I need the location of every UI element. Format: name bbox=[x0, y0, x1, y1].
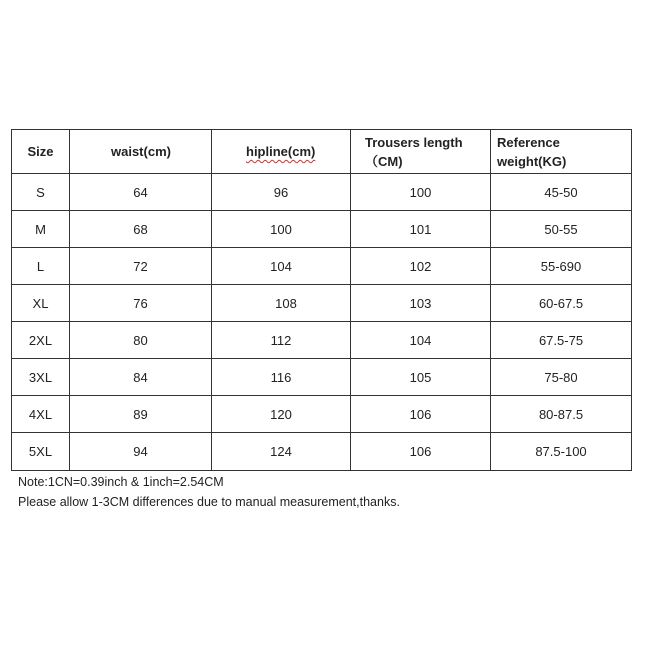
measurement-disclaimer: Please allow 1-3CM differences due to manual measurement,thanks. bbox=[18, 495, 400, 509]
table-row bbox=[12, 433, 632, 471]
header-length-line1: Trousers length bbox=[365, 135, 463, 150]
size-chart-table bbox=[11, 129, 632, 471]
cell-weight: 60-67.5 bbox=[491, 285, 632, 322]
cell-waist: 64 bbox=[70, 174, 212, 211]
cell-weight: 55-690 bbox=[491, 248, 632, 285]
cell-waist: 72 bbox=[70, 248, 212, 285]
cell-size: 3XL bbox=[12, 359, 70, 396]
cell-waist: 80 bbox=[70, 322, 212, 359]
cell-size: 5XL bbox=[12, 433, 70, 471]
header-hipline-label: hipline(cm) bbox=[246, 144, 316, 159]
cell-size: 2XL bbox=[12, 322, 70, 359]
header-reference-weight bbox=[491, 130, 632, 174]
cell-weight: 75-80 bbox=[491, 359, 632, 396]
cell-waist: 89 bbox=[70, 396, 212, 433]
header-weight-line1: Reference bbox=[497, 135, 560, 150]
cell-hipline: 108 bbox=[212, 285, 351, 322]
cell-weight: 80-87.5 bbox=[491, 396, 632, 433]
cell-hipline: 124 bbox=[212, 433, 351, 471]
cell-waist: 94 bbox=[70, 433, 212, 471]
header-waist: waist(cm) bbox=[70, 130, 212, 174]
cell-length: 105 bbox=[351, 359, 491, 396]
header-size: Size bbox=[12, 130, 70, 174]
table-row bbox=[12, 359, 632, 396]
header-trousers-length bbox=[351, 130, 491, 174]
header-length-line2: （CM) bbox=[365, 154, 403, 169]
cell-waist: 84 bbox=[70, 359, 212, 396]
cell-hipline: 100 bbox=[212, 211, 351, 248]
cell-weight: 67.5-75 bbox=[491, 322, 632, 359]
table-row bbox=[12, 174, 632, 211]
cell-length: 102 bbox=[351, 248, 491, 285]
cell-size: S bbox=[12, 174, 70, 211]
cell-hipline: 120 bbox=[212, 396, 351, 433]
cell-hipline: 116 bbox=[212, 359, 351, 396]
cell-waist: 68 bbox=[70, 211, 212, 248]
cell-weight: 45-50 bbox=[491, 174, 632, 211]
cell-waist: 76 bbox=[70, 285, 212, 322]
cell-size: XL bbox=[12, 285, 70, 322]
table-row bbox=[12, 285, 632, 322]
table-header-row bbox=[12, 130, 632, 174]
cell-hipline: 104 bbox=[212, 248, 351, 285]
cell-length: 104 bbox=[351, 322, 491, 359]
header-hipline bbox=[212, 130, 351, 174]
cell-weight: 50-55 bbox=[491, 211, 632, 248]
cell-length: 106 bbox=[351, 433, 491, 471]
header-weight-line2: weight(KG) bbox=[497, 154, 567, 169]
cell-hipline: 96 bbox=[212, 174, 351, 211]
cell-length: 101 bbox=[351, 211, 491, 248]
cell-size: M bbox=[12, 211, 70, 248]
table-row bbox=[12, 211, 632, 248]
table-row bbox=[12, 248, 632, 285]
conversion-note: Note:1CN=0.39inch & 1inch=2.54CM bbox=[18, 475, 224, 489]
cell-length: 103 bbox=[351, 285, 491, 322]
table-row bbox=[12, 322, 632, 359]
cell-size: L bbox=[12, 248, 70, 285]
cell-weight: 87.5-100 bbox=[491, 433, 632, 471]
cell-length: 106 bbox=[351, 396, 491, 433]
cell-hipline: 112 bbox=[212, 322, 351, 359]
table-row bbox=[12, 396, 632, 433]
cell-size: 4XL bbox=[12, 396, 70, 433]
cell-length: 100 bbox=[351, 174, 491, 211]
